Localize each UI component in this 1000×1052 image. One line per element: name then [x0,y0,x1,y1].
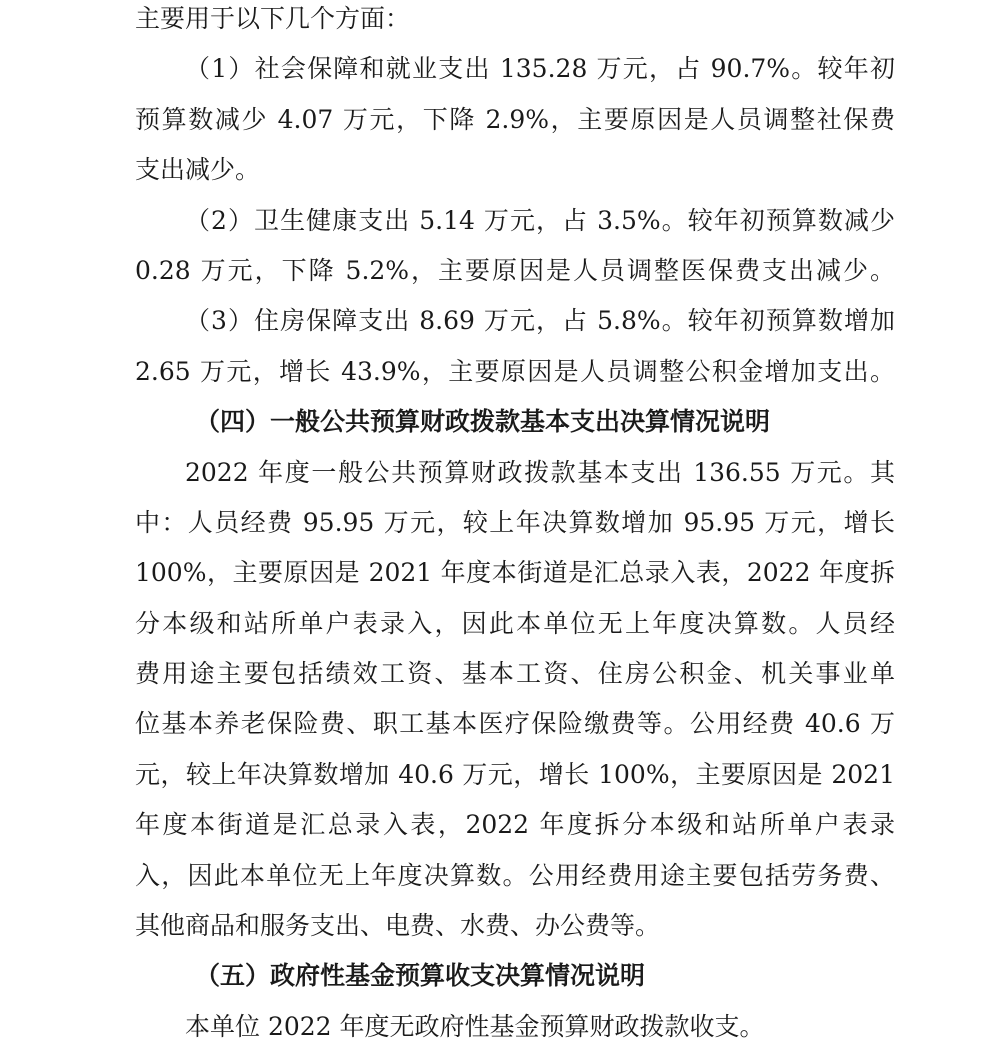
text-line-paragraph-start: 2022 年度一般公共预算财政拨款基本支出 136.55 万元。其 [185,457,895,487]
text-line-item-3: （3）住房保障支出 8.69 万元，占 5.8%。较年初预算数增加 [185,306,895,336]
text-line: 2.65 万元，增长 43.9%，主要原因是人员调整公积金增加支出。 [135,356,895,386]
text-line-paragraph-start: 本单位 2022 年度无政府性基金预算财政拨款收支。 [185,1011,765,1041]
text-line: 元，较上年决算数增加 40.6 万元，增长 100%，主要原因是 2021 [135,759,895,789]
text-line: 其他商品和服务支出、电费、水费、办公费等。 [135,911,661,941]
text-line: 年度本街道是汇总录入表，2022 年度拆分本级和站所单户表录 [135,810,895,840]
text-line: 中：人员经费 95.95 万元，较上年决算数增加 95.95 万元，增长 [135,507,895,537]
text-line-item-2: （2）卫生健康支出 5.14 万元，占 3.5%。较年初预算数减少 [185,205,895,235]
text-line: 0.28 万元，下降 5.2%，主要原因是人员调整医保费支出减少。 [135,255,895,285]
text-line-item-1: （1）社会保障和就业支出 135.28 万元，占 90.7%。较年初 [185,54,895,84]
section-heading-5: （五）政府性基金预算收支决算情况说明 [195,961,646,991]
text-line-intro: 主要用于以下几个方面： [135,4,411,33]
text-line: 费用途主要包括绩效工资、基本工资、住房公积金、机关事业单 [135,659,895,689]
text-line: 100%，主要原因是 2021 年度本街道是汇总录入表，2022 年度拆 [135,558,895,588]
text-line: 位基本养老保险费、职工基本医疗保险缴费等。公用经费 40.6 万 [135,709,895,739]
text-line: 预算数减少 4.07 万元，下降 2.9%，主要原因是人员调整社保费 [135,104,895,134]
text-line: 支出减少。 [135,155,261,185]
document-page [135,0,895,1052]
text-line: 分本级和站所单户表录入，因此本单位无上年度决算数。人员经 [135,608,895,638]
section-heading-4: （四）一般公共预算财政拨款基本支出决算情况说明 [195,407,771,437]
text-line: 入，因此本单位无上年度决算数。公用经费用途主要包括劳务费、 [135,860,895,890]
